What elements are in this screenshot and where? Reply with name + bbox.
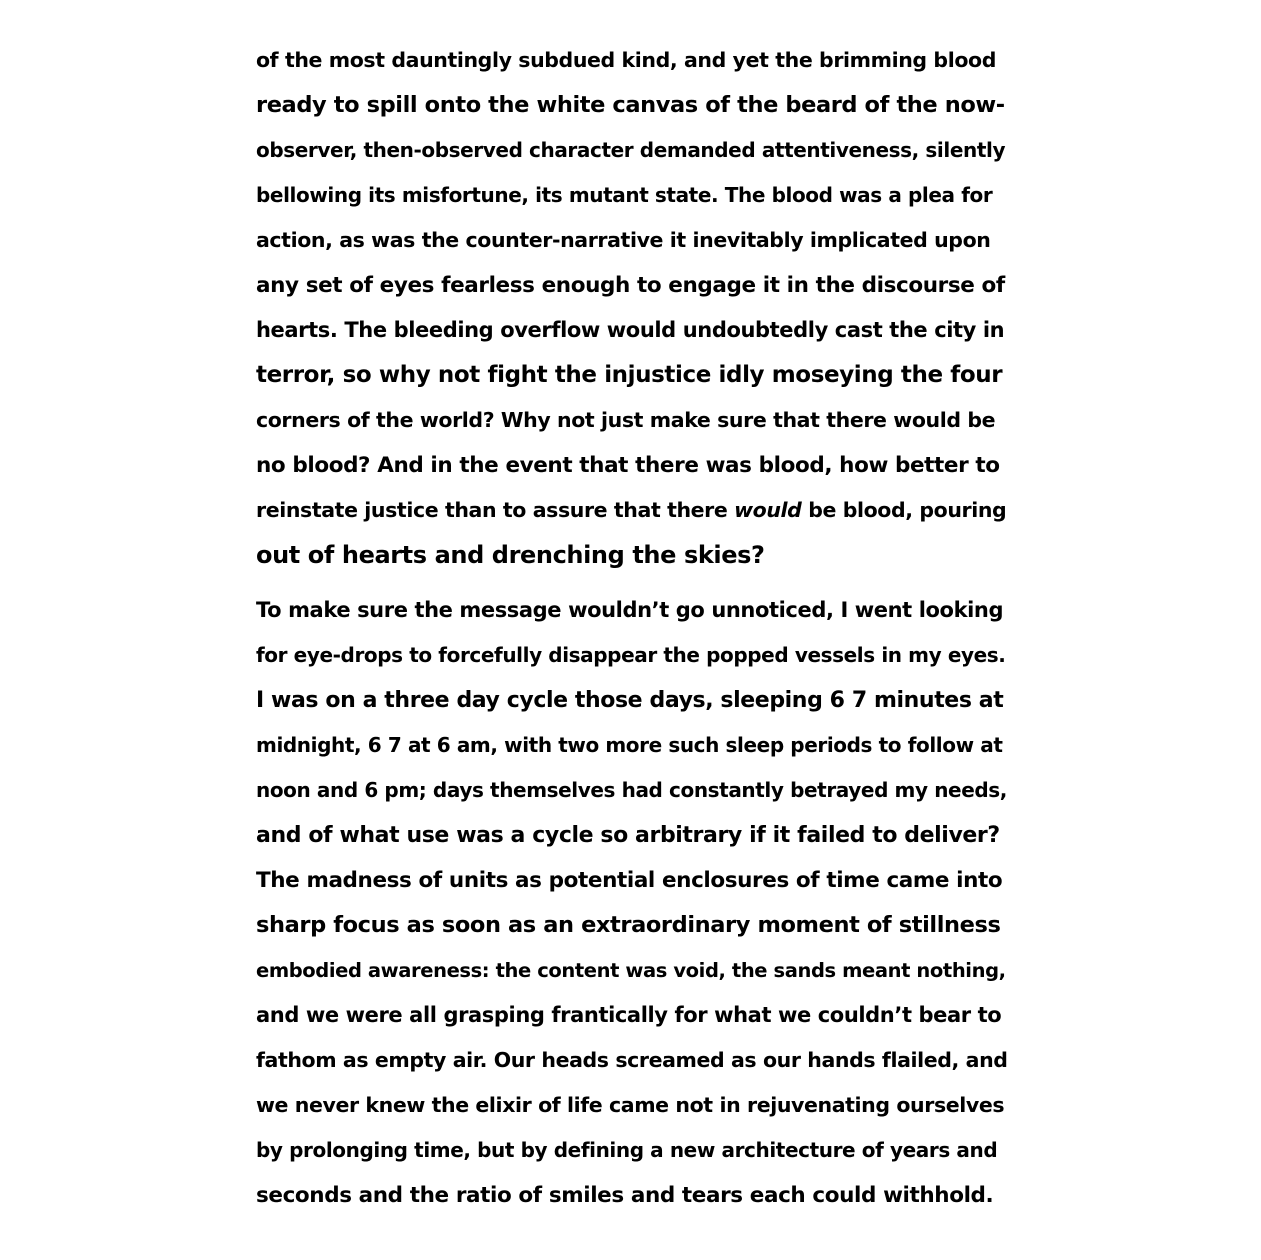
paragraph-spacer xyxy=(256,578,1008,588)
text-line: midnight, 6 7 at 6 am, with two more such sleep periods to follow at xyxy=(256,733,1003,757)
text-line: no blood? And in the event that there was blood, how better to xyxy=(256,453,1000,478)
text-line: hearts. The bleeding overflow would undoubtedly cast the city in xyxy=(256,318,1005,342)
text-line: embodied awareness: the content was void, the sands meant nothing, xyxy=(256,959,1006,982)
text-line: any set of eyes fearless enough to engage it in the discourse of xyxy=(256,273,1005,298)
text-line: action, as was the counter-narrative it inevitably implicated upon xyxy=(256,228,991,252)
text-line: out of hearts and drenching the skies? xyxy=(256,541,765,569)
text-line: noon and 6 pm; days themselves had constantly betrayed my needs, xyxy=(256,778,1007,802)
text-line-with-emphasis xyxy=(256,488,1008,533)
text-line: ready to spill onto the white canvas of the beard of the now- xyxy=(256,92,1005,118)
text-line: observer, then-observed character demanded attentiveness, silently xyxy=(256,138,1006,162)
text-segment: be blood, pouring xyxy=(801,498,1007,522)
text-line: of the most dauntingly subdued kind, and yet the brimming blood xyxy=(256,48,996,72)
text-line: and we were all grasping frantically for what we couldn’t bear to xyxy=(256,1003,1002,1027)
text-line: seconds and the ratio of smiles and tears each could withhold. xyxy=(256,1183,994,1208)
text-line: we never knew the elixir of life came not in rejuvenating ourselves xyxy=(256,1093,1005,1117)
text-line: bellowing its misfortune, its mutant state. The blood was a plea for xyxy=(256,183,993,207)
emphasized-word: would xyxy=(734,498,802,522)
text-line: for eye-drops to forcefully disappear the popped vessels in my eyes. xyxy=(256,643,1006,667)
text-line: fathom as empty air. Our heads screamed as our hands flailed, and xyxy=(256,1048,1008,1072)
text-line: by prolonging time, but by defining a new architecture of years and xyxy=(256,1138,998,1162)
text-line: sharp focus as soon as an extraordinary moment of stillness xyxy=(256,912,1001,938)
text-segment: reinstate justice than to assure that there xyxy=(256,498,735,522)
paragraph-2 xyxy=(256,588,1008,1218)
text-line: To make sure the message wouldn’t go unnoticed, I went looking xyxy=(256,598,1004,622)
text-line: corners of the world? Why not just make sure that there would be xyxy=(256,408,996,432)
text-line: and of what use was a cycle so arbitrary if it failed to deliver? xyxy=(256,823,1000,848)
text-line: I was on a three day cycle those days, sleeping 6 7 minutes at xyxy=(256,688,1004,713)
document-page xyxy=(256,38,1008,1218)
paragraph-1 xyxy=(256,38,1008,578)
text-line: The madness of units as potential enclosures of time came into xyxy=(256,868,1003,893)
text-line: terror, so why not fight the injustice idly moseying the four xyxy=(256,362,1003,388)
